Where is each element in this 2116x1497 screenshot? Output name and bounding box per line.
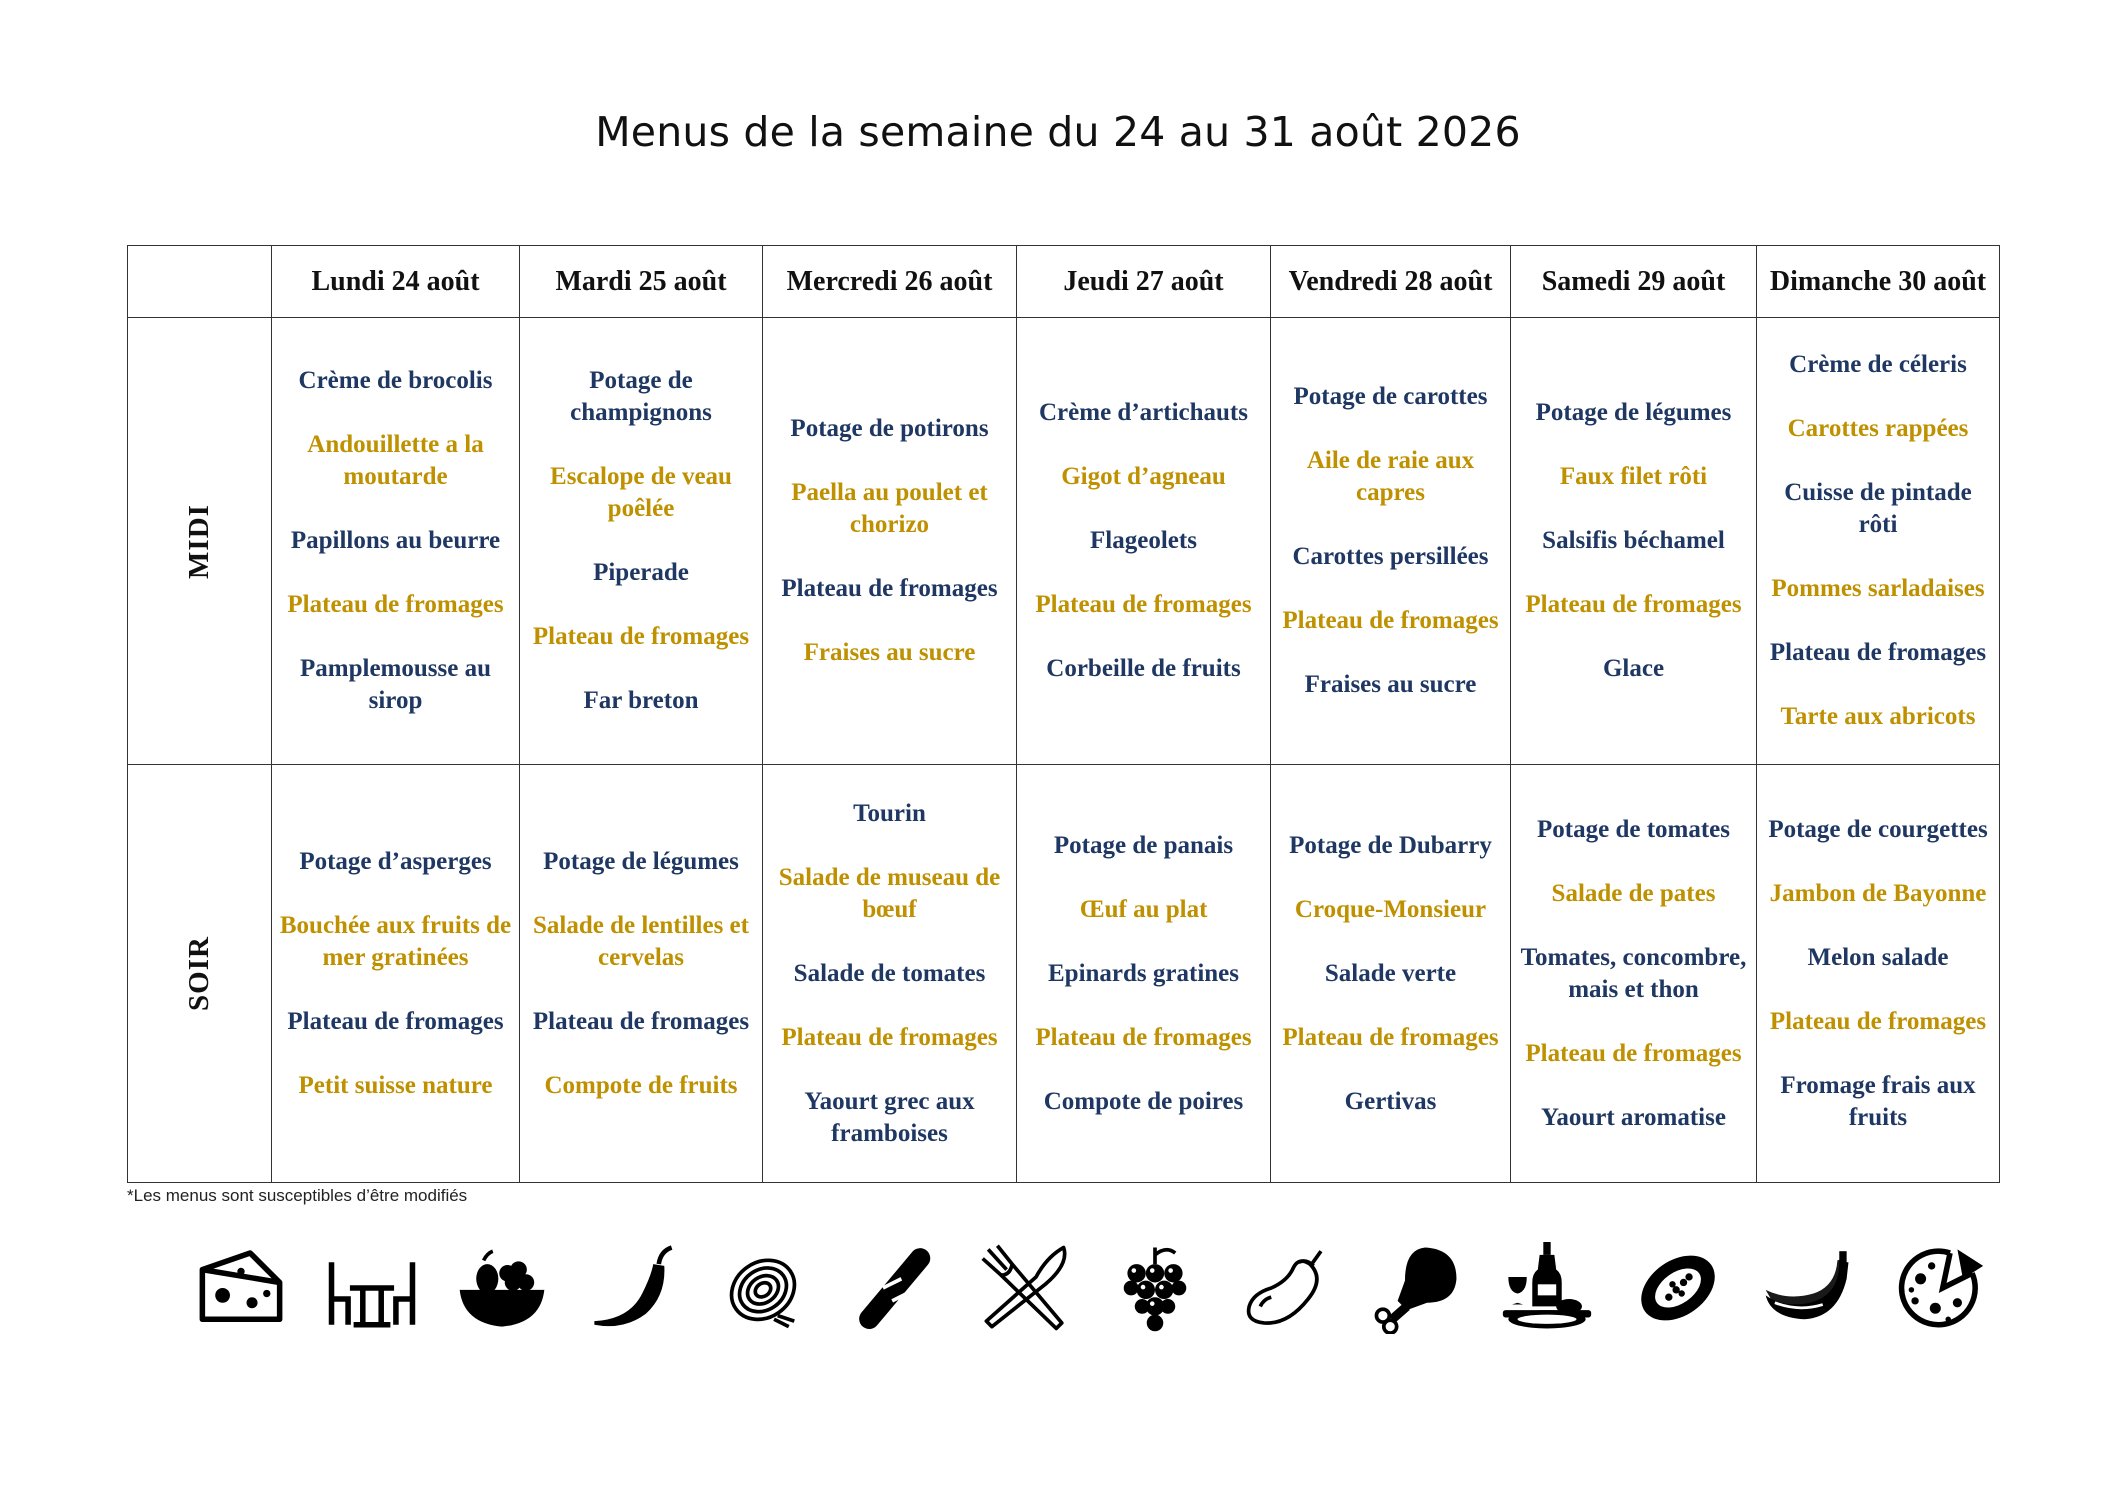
dish: Fromage frais aux fruits bbox=[1780, 1071, 1976, 1131]
dish: Pommes sarladaises bbox=[1771, 575, 1985, 602]
dish: Bouchée aux fruits de mer gratinées bbox=[279, 911, 512, 971]
wine-tray-icon bbox=[1501, 1242, 1593, 1334]
dish: Potage de légumes bbox=[1535, 399, 1732, 426]
dish: Potage de Dubarry bbox=[1289, 831, 1492, 859]
dish: Plateau de fromages bbox=[1525, 1039, 1742, 1067]
dish: Plateau de fromages bbox=[532, 1007, 750, 1035]
corner-cell bbox=[128, 246, 272, 318]
dish: Jambon de Bayonne bbox=[1769, 879, 1987, 907]
dish: Tomates, concombre, mais et thon bbox=[1520, 943, 1747, 1003]
midi-menu-cell bbox=[1757, 318, 2000, 765]
soir-row-label bbox=[128, 765, 272, 1183]
fork-knife-icon bbox=[979, 1242, 1071, 1334]
soir-menu-cell bbox=[1271, 765, 1511, 1183]
soir-menu-cell bbox=[1757, 765, 2000, 1183]
dish: Plateau de fromages bbox=[1769, 1007, 1987, 1035]
soir-menu-cell bbox=[1017, 765, 1271, 1183]
dish: Piperade bbox=[593, 559, 689, 586]
dish: Faux filet rôti bbox=[1559, 463, 1708, 490]
dish: Yaourt aromatise bbox=[1541, 1103, 1726, 1131]
day-header: Samedi 29 août bbox=[1511, 246, 1757, 318]
midi-label: MIDI bbox=[182, 503, 215, 579]
midi-menu-cell bbox=[520, 318, 763, 765]
dish: Epinards gratines bbox=[1047, 959, 1239, 987]
dish: Melon salade bbox=[1807, 943, 1949, 971]
dish: Salade verte bbox=[1324, 959, 1457, 987]
banana-icon bbox=[1762, 1242, 1854, 1334]
grapes-icon bbox=[1109, 1242, 1201, 1334]
day-header: Dimanche 30 août bbox=[1757, 246, 2000, 318]
dish: Gigot d’agneau bbox=[1061, 463, 1226, 490]
midi-menu-cell bbox=[1511, 318, 1757, 765]
day-header: Jeudi 27 août bbox=[1017, 246, 1271, 318]
dish: Plateau de fromages bbox=[1769, 639, 1987, 666]
dish: Yaourt grec aux framboises bbox=[804, 1087, 975, 1147]
dish: Plateau de fromages bbox=[1282, 607, 1499, 634]
dish: Fraises au sucre bbox=[803, 639, 976, 666]
dish: Potage de courgettes bbox=[1768, 815, 1988, 843]
dish: Flageolets bbox=[1090, 527, 1197, 554]
dish: Crème d’artichauts bbox=[1039, 399, 1248, 426]
day-header: Vendredi 28 août bbox=[1271, 246, 1511, 318]
dish: Plateau de fromages bbox=[1035, 1023, 1252, 1051]
dish: Salade de lentilles et cervelas bbox=[533, 911, 749, 971]
dish: Potage de tomates bbox=[1537, 815, 1730, 843]
day-header: Mardi 25 août bbox=[520, 246, 763, 318]
fruit-basket-icon bbox=[456, 1242, 548, 1334]
soir-menu-cell bbox=[520, 765, 763, 1183]
footnote: *Les menus sont susceptibles d’être modifiés bbox=[127, 1186, 468, 1205]
dish: Corbeille de fruits bbox=[1046, 655, 1241, 682]
soir-menu-cell bbox=[272, 765, 520, 1183]
menu-table bbox=[127, 245, 2000, 1183]
dish: Tourin bbox=[853, 799, 926, 827]
dish: Potage d’asperges bbox=[299, 847, 492, 875]
dish: Paella au poulet et chorizo bbox=[791, 479, 988, 538]
dish: Croque-Monsieur bbox=[1294, 895, 1487, 923]
dining-table-icon bbox=[326, 1242, 418, 1334]
dish: Pamplemousse au sirop bbox=[300, 655, 491, 714]
pizza-icon bbox=[1893, 1242, 1985, 1334]
soir-menu-cell bbox=[763, 765, 1017, 1183]
soir-menu-cell bbox=[1511, 765, 1757, 1183]
onion-icon bbox=[717, 1242, 809, 1334]
midi-menu-cell bbox=[1017, 318, 1271, 765]
cheese-icon bbox=[195, 1242, 287, 1334]
day-header: Lundi 24 août bbox=[272, 246, 520, 318]
food-icon-strip bbox=[195, 1238, 1985, 1338]
dish: Salade de museau de bœuf bbox=[778, 863, 1001, 923]
dish: Potage de carottes bbox=[1293, 383, 1488, 410]
page-title: Menus de la semaine du 24 au 31 août 2026 bbox=[595, 108, 1521, 156]
dish: Fraises au sucre bbox=[1304, 671, 1477, 698]
dish: Crème de céleris bbox=[1789, 351, 1967, 378]
dish: Escalope de veau poêlée bbox=[550, 463, 732, 522]
dish: Cuisse de pintade rôti bbox=[1784, 479, 1972, 538]
dish: Tarte aux abricots bbox=[1780, 703, 1976, 730]
dish: Gertivas bbox=[1344, 1087, 1437, 1115]
dish: Salsifis béchamel bbox=[1542, 527, 1725, 554]
dish: Aile de raie aux capres bbox=[1306, 447, 1475, 506]
dish: Compote de poires bbox=[1043, 1087, 1244, 1115]
dish: Plateau de fromages bbox=[1525, 591, 1742, 618]
dish: Plateau de fromages bbox=[287, 1007, 504, 1035]
dish: Plateau de fromages bbox=[532, 623, 750, 650]
papaya-icon bbox=[1632, 1242, 1724, 1334]
dish: Potage de potirons bbox=[790, 415, 989, 442]
dish: Œuf au plat bbox=[1079, 895, 1208, 923]
midi-menu-cell bbox=[763, 318, 1017, 765]
dish: Plateau de fromages bbox=[1282, 1023, 1499, 1051]
chili-pepper-icon bbox=[587, 1242, 679, 1334]
midi-row-label bbox=[128, 318, 272, 765]
dish: Salade de pates bbox=[1551, 879, 1716, 907]
midi-menu-cell bbox=[272, 318, 520, 765]
midi-menu-cell bbox=[1271, 318, 1511, 765]
day-header: Mercredi 26 août bbox=[763, 246, 1017, 318]
dish: Far breton bbox=[583, 687, 699, 714]
dish: Plateau de fromages bbox=[781, 1023, 998, 1051]
dish: Carottes rappées bbox=[1787, 415, 1969, 442]
dish: Crème de brocolis bbox=[298, 367, 493, 394]
chicken-leg-icon bbox=[1370, 1242, 1462, 1334]
dish: Papillons au beurre bbox=[290, 527, 501, 554]
dish: Salade de tomates bbox=[793, 959, 986, 987]
dish: Glace bbox=[1602, 655, 1665, 682]
baguette-icon bbox=[848, 1242, 940, 1334]
eggplant-icon bbox=[1240, 1242, 1332, 1334]
dish: Plateau de fromages bbox=[287, 591, 504, 618]
dish: Plateau de fromages bbox=[1035, 591, 1252, 618]
dish: Potage de légumes bbox=[543, 847, 739, 875]
dish: Petit suisse nature bbox=[298, 1071, 493, 1099]
dish: Potage de panais bbox=[1053, 831, 1234, 859]
soir-label: SOIR bbox=[182, 936, 215, 1011]
dish: Potage de champignons bbox=[570, 367, 712, 426]
dish: Carottes persillées bbox=[1292, 543, 1489, 570]
dish: Compote de fruits bbox=[544, 1071, 738, 1099]
dish: Plateau de fromages bbox=[781, 575, 998, 602]
dish: Andouillette a la moutarde bbox=[307, 431, 484, 490]
